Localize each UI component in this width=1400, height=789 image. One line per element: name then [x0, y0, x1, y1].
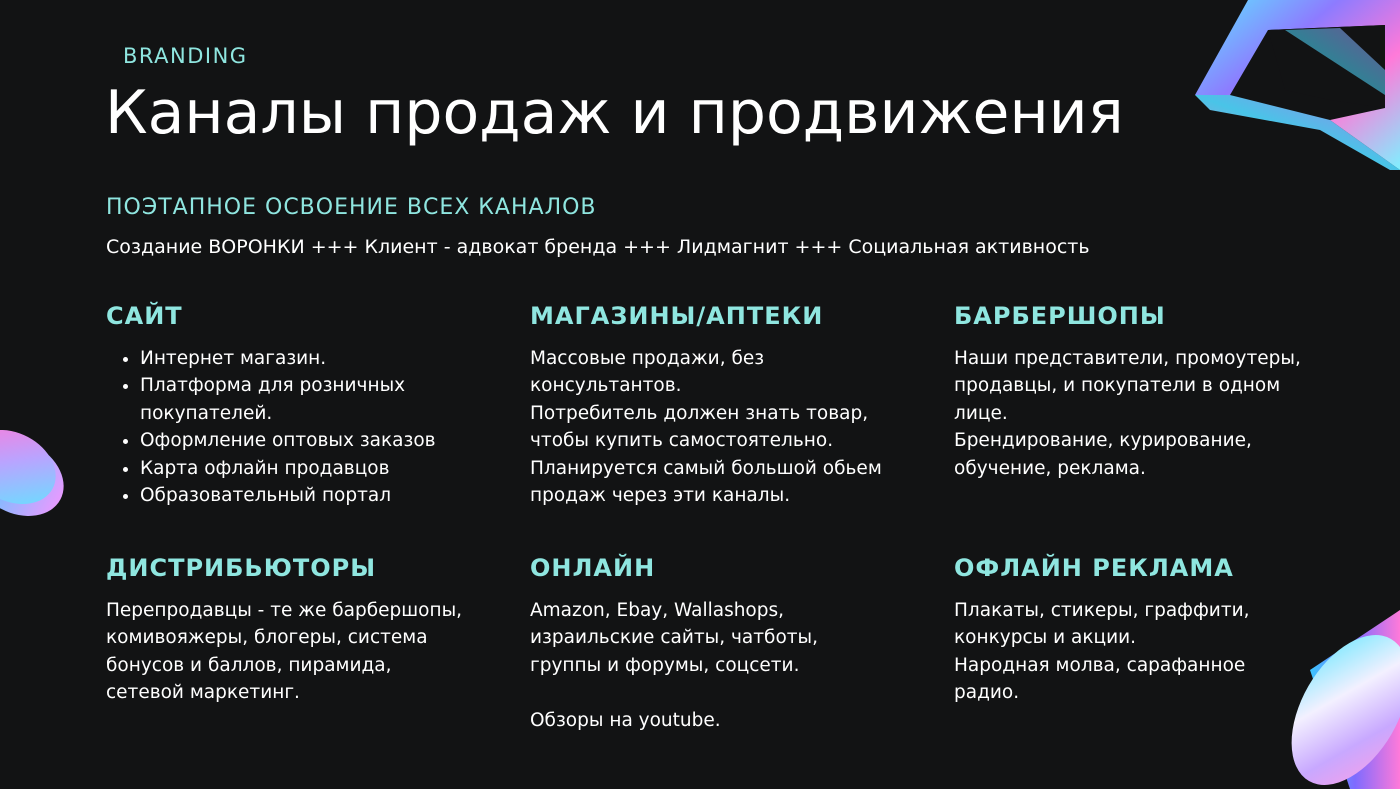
list-item: • Интернет магазин.	[140, 345, 466, 373]
section-online	[530, 554, 890, 734]
section-body	[530, 345, 890, 510]
section-site	[106, 302, 466, 510]
body-text: Наши представители, промоутеры, продавцы, и покупатели в одном лице.	[954, 347, 1301, 424]
section-heading: ДИСТРИБЬЮТОРЫ	[106, 554, 377, 582]
list-item: • Образовательный портал	[140, 482, 466, 510]
section-offline-ads	[954, 554, 1314, 707]
body-text: Планируется самый большой обьем продаж через эти каналы.	[530, 457, 882, 507]
site-feature-list	[106, 345, 466, 510]
body-text: Обзоры на youtube.	[530, 709, 721, 731]
body-text: Плакаты, стикеры, граффити, конкурсы и акции.	[954, 599, 1250, 649]
body-text: Потребитель должен знать товар, чтобы купить самостоятельно.	[530, 402, 869, 452]
body-text: Народная молва, сарафанное радио.	[954, 654, 1246, 704]
body-text: Брендирование, курирование, обучение, реклама.	[954, 430, 1252, 479]
holographic-frame-shape	[1190, 0, 1400, 170]
list-item: • Платформа для розничных покупателей.	[140, 372, 466, 427]
list-item: • Карта офлайн продавцов	[140, 455, 466, 483]
tagline: Создание ВОРОНКИ +++ Клиент - адвокат бренда +++ Лидмагнит +++ Социальная активность	[106, 236, 1090, 258]
list-item: • Оформление оптовых заказов	[140, 427, 466, 455]
body-text: Массовые продажи, без консультантов.	[530, 347, 765, 397]
section-barbershops	[954, 302, 1334, 482]
page-title: Каналы продаж и продвижения	[105, 78, 1124, 148]
section-body	[954, 345, 1334, 483]
section-heading: ОНЛАЙН	[530, 554, 656, 582]
section-heading: ОФЛАЙН РЕКЛАМА	[954, 554, 1234, 582]
body-text: Amazon, Ebay, Wallashops, израильские сайты, чатботы, группы и форумы, соцсети.	[530, 599, 819, 676]
section-body	[530, 597, 890, 735]
section-heading: САЙТ	[106, 302, 183, 330]
section-heading: МАГАЗИНЫ/АПТЕКИ	[530, 302, 824, 330]
section-shops	[530, 302, 890, 510]
section-body	[954, 597, 1314, 707]
holographic-disc-left	[0, 415, 70, 525]
section-heading: БАРБЕРШОПЫ	[954, 302, 1166, 330]
page-subtitle: ПОЭТАПНОЕ ОСВОЕНИЕ ВСЕХ КАНАЛОВ	[106, 195, 597, 220]
section-distributors	[106, 554, 466, 707]
section-body	[106, 597, 466, 707]
body-text: Перепродавцы - те же барбершопы, комивояжеры, блогеры, система бонусов и баллов, пирамида, сетевой маркетинг.	[106, 599, 463, 704]
branding-kicker: BRANDING	[123, 44, 248, 68]
